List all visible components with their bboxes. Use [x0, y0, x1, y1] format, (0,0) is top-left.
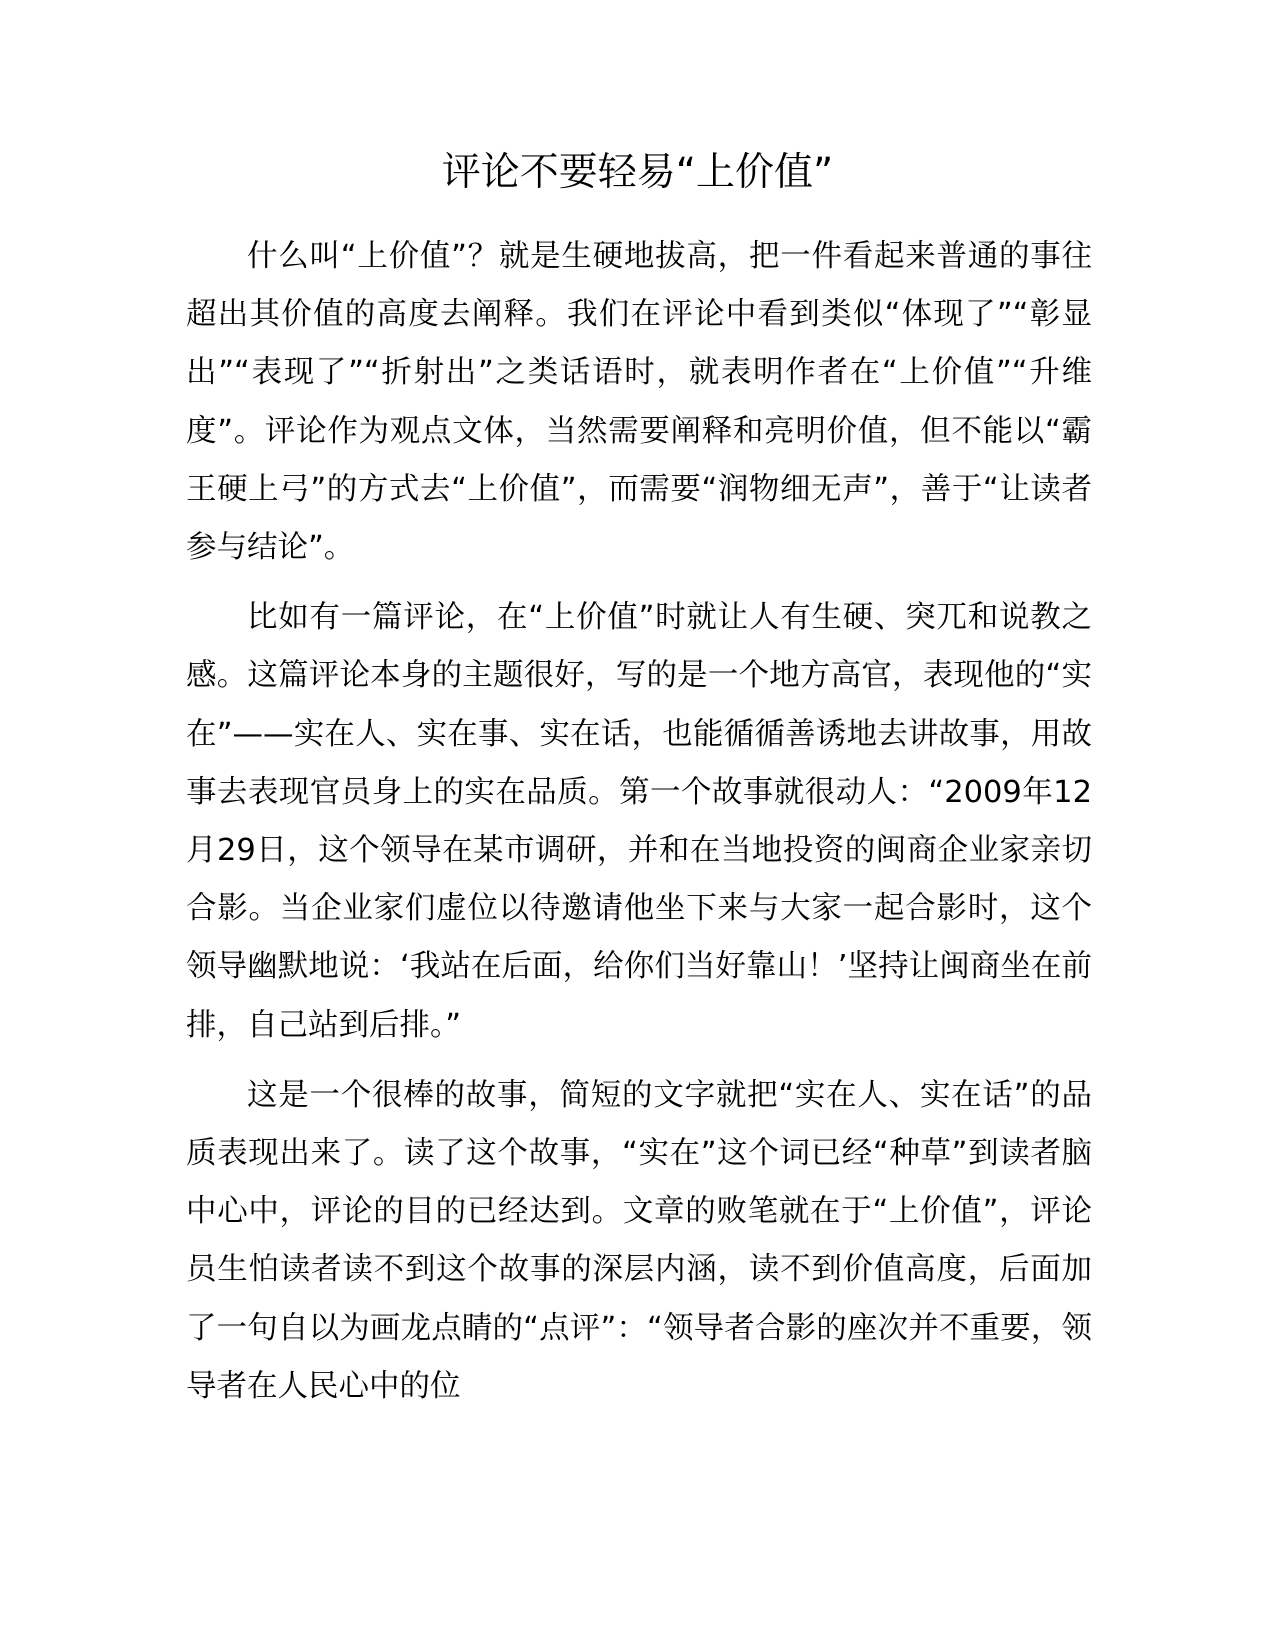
paragraph-3: 这是一个很棒的故事，简短的文字就把“实在人、实在话”的品质表现出来了。读了这个故事，“实在”这个词已经“种草”到读者脑中心中，评论的目的已经达到。文章的败笔就在于“上价值”，评论员生怕读者读不到这个故事的深层内涵，读不到价值高度，后面加了一句自以为画龙点睛的“点评”：“领导者合影的座次并不重要，领导者在人民心中的位: [186, 1077, 1092, 1404]
document-title: 评论不要轻易“上价值”: [441, 150, 834, 195]
document-body: [186, 228, 1092, 1428]
paragraph-2: 比如有一篇评论，在“上价值”时就让人有生硬、突兀和说教之感。这篇评论本身的主题很好，写的是一个地方高官，表现他的“实在”——实在人、实在事、实在话，也能循循善诱地去讲故事，用故事去表现官员身上的实在品质。第一个故事就很动人：“2009年12月29日，这个领导在某市调研，并和在当地投资的闽商企业家亲切合影。当企业家们虚位以待邀请他坐下来与大家一起合影时，这个领导幽默地说：‘我站在后面，给你们当好靠山！’坚持让闽商坐在前排，自己站到后排。”: [186, 600, 1092, 1043]
paragraph-1: 什么叫“上价值”？就是生硬地拔高，把一件看起来普通的事往超出其价值的高度去阐释。我们在评论中看到类似“体现了”“彰显出”“表现了”“折射出”之类话语时，就表明作者在“上价值”“升维度”。评论作为观点文体，当然需要阐释和亮明价值，但不能以“霸王硬上弓”的方式去“上价值”，而需要“润物细无声”，善于“让读者参与结论”。: [186, 239, 1092, 566]
